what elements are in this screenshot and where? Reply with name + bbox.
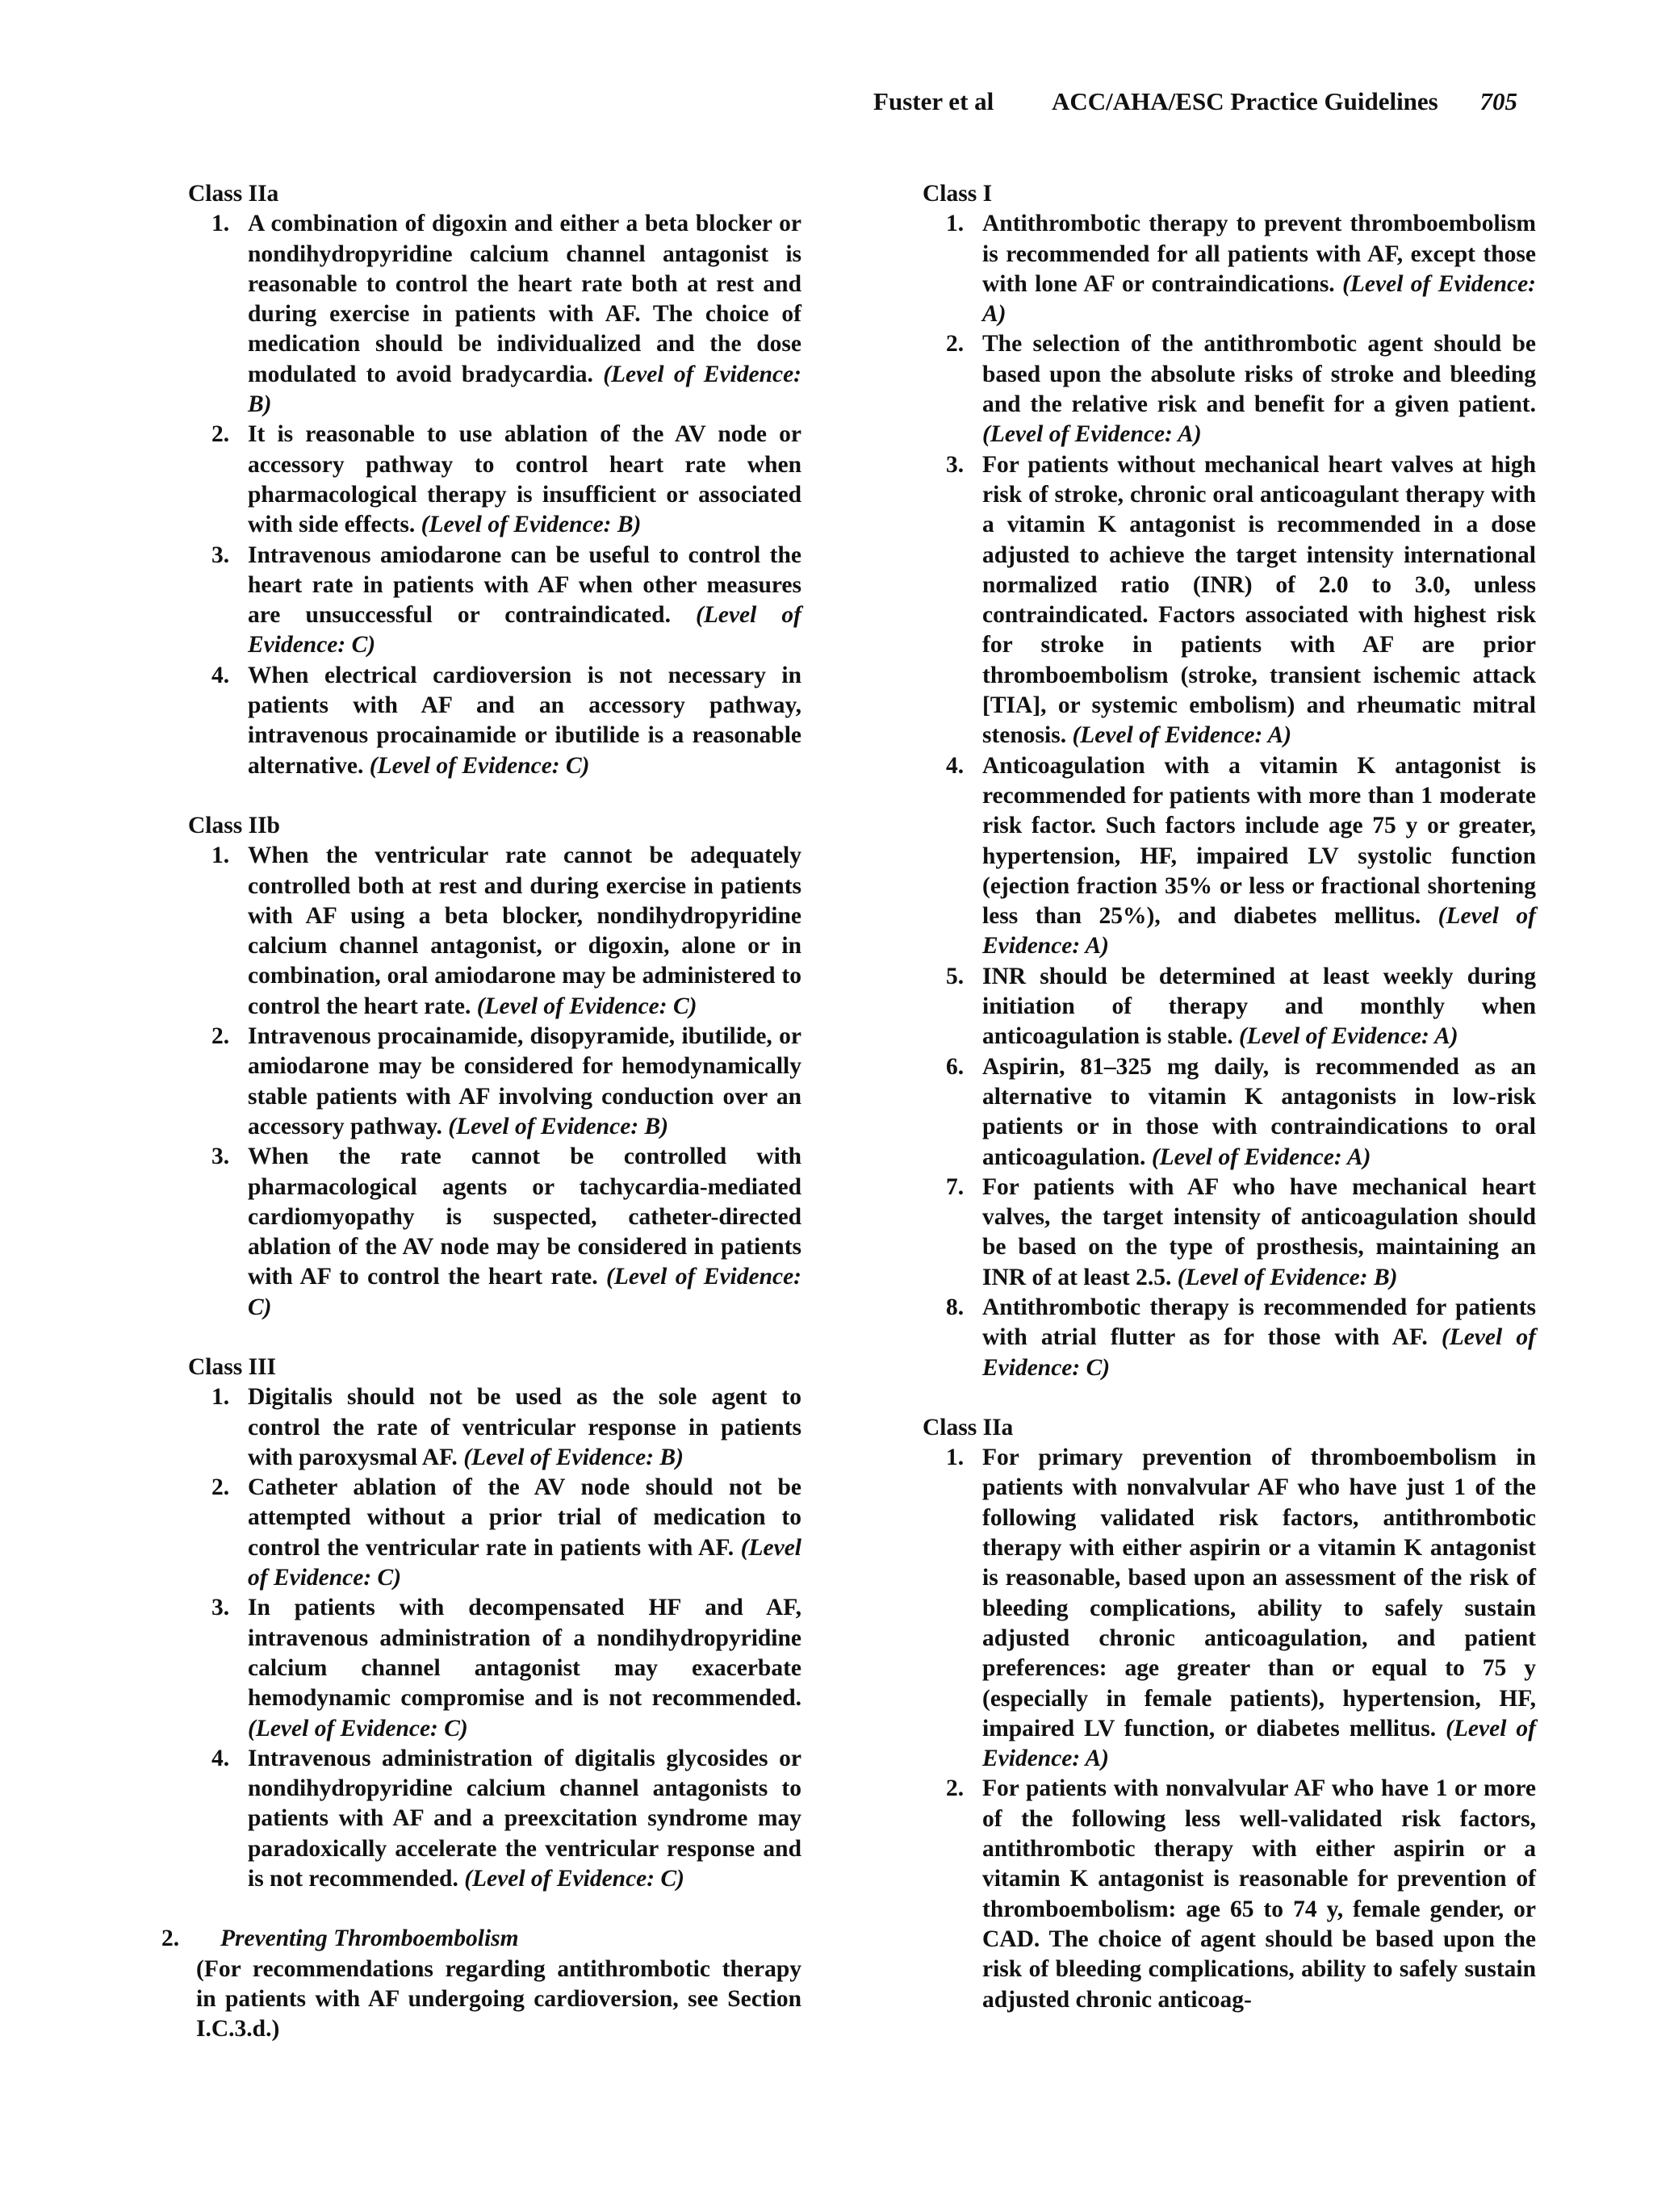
recommendation-list — [188, 209, 801, 781]
item-text: Intravenous administration of digitalis glycosides or nondihydropyridine calcium channel antagonists to patients with AF and a preexcitation syndrome may paradoxically accelerate the ventricular response and is not recommended. — [248, 1745, 801, 1892]
recommendation-list — [923, 209, 1536, 1383]
recommendation-item — [923, 751, 1536, 962]
item-text: For patients without mechanical heart valves at high risk of stroke, chronic oral anticoagulant therapy with a vitamin K antagonist is recommended in a dose adjusted to achieve the target intensity international normalized ratio (INR) of 2.0 to 3.0, unless contraindicated. Factors associated with highest risk for stroke in patients with AF are prior thromboembolism (stroke, transient ischemic attack [TIA], or systemic embolism) and rheumatic mitral stenosis. — [982, 451, 1536, 749]
item-text: The selection of the antithrombotic agent should be based upon the absolute risks of stroke and bleeding and the relative risk and benefit for a given patient. — [982, 331, 1536, 418]
level-of-evidence: (Level of Evidence: C) — [248, 1534, 801, 1591]
item-number: 1. — [946, 211, 965, 237]
section-title — [161, 1924, 801, 1954]
level-of-evidence: (Level of Evidence: C) — [248, 1715, 468, 1742]
item-number: 3. — [211, 1595, 230, 1621]
level-of-evidence: (Level of Evidence: A) — [1151, 1144, 1371, 1170]
recommendation-item — [923, 1173, 1536, 1293]
item-text: Anticoagulation with a vitamin K antagonist is recommended for patients with more than 1 moderate risk factor. Such factors include age 75 y or greater, hypertension, HF, impaired LV systolic function (ejection fraction 35% or less or fractional shortening less than 25%), and diabetes mellitus. — [982, 752, 1536, 930]
recommendation-item — [188, 1744, 801, 1894]
recommendation-item — [923, 209, 1536, 329]
recommendation-list — [188, 841, 801, 1323]
class-heading: Class IIa — [188, 181, 279, 207]
item-text: When the ventricular rate cannot be adequately controlled both at rest and during exercise in patients with AF using a beta blocker, nondihydropyridine calcium channel antagonist, or digoxin, alone or in combination, oral amiodarone may be administered to control the heart rate. — [248, 843, 801, 1019]
recommendation-item — [923, 450, 1536, 751]
recommendation-item — [923, 1774, 1536, 2014]
level-of-evidence: (Level of Evidence: A) — [1072, 722, 1292, 749]
item-number: 1. — [211, 211, 230, 237]
item-text: For primary prevention of thromboembolism in patients with nonvalvular AF who have just 1 of the following validated risk factors, antithrombotic therapy with either aspirin or a vitamin K antagonist is reasonable, based upon an assessment of the risk of bleeding complications, ability to safely sustain adjusted chronic anticoagulation, and patient preferences: age greater than or equal to 75 y (especially in female patients), hypertension, HF, impaired LV function, or diabetes mellitus. — [982, 1445, 1536, 1742]
class-heading: Class IIb — [188, 812, 280, 838]
item-number: 3. — [211, 1144, 230, 1170]
left-column — [161, 179, 802, 2045]
level-of-evidence: (Level of Evidence: C) — [464, 1866, 684, 1892]
item-number: 2. — [211, 1474, 230, 1501]
header-journal: ACC/AHA/ESC Practice Guidelines — [1052, 87, 1438, 115]
recommendation-item — [923, 1293, 1536, 1383]
item-number: 4. — [946, 752, 965, 779]
recommendation-item — [188, 661, 801, 781]
class-heading: Class III — [188, 1353, 277, 1380]
recommendation-list — [923, 1443, 1536, 2015]
recommendation-item — [188, 420, 801, 540]
class-iia-block — [188, 179, 801, 781]
recommendation-item — [188, 209, 801, 420]
level-of-evidence: (Level of Evidence: C) — [248, 602, 801, 659]
item-number: 2. — [211, 1023, 230, 1050]
page-number: 705 — [1479, 87, 1517, 115]
level-of-evidence: (Level of Evidence: B) — [463, 1444, 684, 1470]
recommendation-item — [923, 1443, 1536, 1774]
item-number: 3. — [211, 542, 230, 568]
level-of-evidence: (Level of Evidence: A) — [982, 270, 1537, 328]
level-of-evidence: (Level of Evidence: C) — [982, 1324, 1537, 1381]
recommendation-item — [923, 1052, 1536, 1173]
recommendation-item — [188, 1382, 801, 1473]
right-column — [923, 179, 1536, 2045]
section-preventing-thromboembolism — [161, 1924, 801, 2044]
level-of-evidence: (Level of Evidence: B) — [1177, 1264, 1398, 1290]
class-heading: Class IIa — [923, 1414, 1014, 1441]
item-text: INR should be determined at least weekly during initiation of therapy and monthly when anticoagulation is stable. — [982, 963, 1536, 1050]
item-number: 2. — [946, 1775, 965, 1802]
item-number: 2. — [211, 421, 230, 448]
item-text: For patients with nonvalvular AF who have 1 or more of the following less well-validated risk factors, antithrombotic therapy with either aspirin or a vitamin K antagonist is reasonable for prevention of thromboembolism: age 65 to 74 y, female gender, or CAD. The choice of agent should be based upon the risk of bleeding complications, ability to safely sustain adjusted chronic anticoag- — [982, 1775, 1536, 2013]
item-number: 1. — [946, 1445, 965, 1471]
item-text: In patients with decompensated HF and AF, intravenous administration of a nondihydropyridine calcium channel antagonist may exacerbate hemodynamic compromise and is not recommended. — [248, 1595, 801, 1712]
class-i-block — [923, 179, 1536, 1383]
recommendation-item — [188, 841, 801, 1022]
item-text: For patients with AF who have mechanical heart valves, the target intensity of anticoagulation should be based on the type of prosthesis, maintaining an INR of at least 2.5. — [982, 1173, 1536, 1290]
item-text: Digitalis should not be used as the sole agent to control the rate of ventricular response in patients with paroxysmal AF. — [248, 1384, 801, 1470]
item-text: Antithrombotic therapy is recommended for patients with atrial flutter as for those with AF. — [982, 1294, 1536, 1351]
recommendation-item — [188, 1473, 801, 1593]
level-of-evidence: (Level of Evidence: B) — [448, 1113, 669, 1139]
level-of-evidence: (Level of Evidence: B) — [421, 512, 642, 538]
recommendation-item — [923, 329, 1536, 450]
recommendation-item — [188, 1022, 801, 1142]
item-number: 5. — [946, 963, 965, 989]
item-text: Antithrombotic therapy to prevent thromboembolism is recommended for all patients with AF, except those with lone AF or contraindications. — [982, 211, 1536, 297]
item-number: 4. — [211, 662, 230, 688]
level-of-evidence: (Level of Evidence: C) — [369, 752, 590, 779]
item-text: When electrical cardioversion is not necessary in patients with AF and an accessory pathway, intravenous procainamide or ibutilide is a reasonable alternative. — [248, 662, 801, 779]
level-of-evidence: (Level of Evidence: A) — [1238, 1023, 1458, 1050]
class-iia-block — [923, 1413, 1536, 2015]
item-number: 1. — [211, 843, 230, 869]
item-number: 6. — [946, 1053, 965, 1080]
section-title-text: Preventing Thromboembolism — [220, 1926, 519, 1952]
item-text: Catheter ablation of the AV node should not be attempted without a prior trial of medication to control the ventricular rate in patients with AF. — [248, 1474, 801, 1561]
item-text: A combination of digoxin and either a beta blocker or nondihydropyridine calcium channel antagonist is reasonable to control the heart rate both at rest and during exercise in patients with AF. The choice of medication should be individualized and the dose modulated to avoid bradycardia. — [248, 211, 801, 387]
level-of-evidence: (Level of Evidence: A) — [982, 421, 1202, 448]
level-of-evidence: (Level of Evidence: A) — [982, 903, 1536, 960]
item-text: When the rate cannot be controlled with pharmacological agents or tachycardia-mediated cardiomyopathy is suspected, catheter-directed ablation of the AV node may be considered in patients with AF to control the heart rate. — [248, 1144, 801, 1290]
recommendation-list — [188, 1382, 801, 1894]
item-number: 3. — [946, 451, 965, 478]
item-text: Intravenous amiodarone can be useful to control the heart rate in patients with AF when other measures are unsuccessful or contraindicated. — [248, 542, 801, 629]
class-heading: Class I — [923, 181, 993, 207]
level-of-evidence: (Level of Evidence: C) — [248, 1264, 802, 1320]
item-number: 7. — [946, 1173, 965, 1200]
recommendation-item — [188, 541, 801, 661]
class-iib-block — [188, 811, 801, 1323]
recommendation-item — [188, 1593, 801, 1743]
section-body: (For recommendations regarding antithrombotic therapy in patients with AF undergoing cardioversion, see Section I.C.3.d.) — [196, 1955, 801, 2043]
item-text: It is reasonable to use ablation of the AV node or accessory pathway to control heart rate when pharmacological therapy is insufficient or associated with side effects. — [248, 421, 801, 538]
item-number: 8. — [946, 1294, 965, 1320]
running-header — [873, 87, 1517, 123]
item-text: Aspirin, 81–325 mg daily, is recommended as an alternative to vitamin K antagonists in low-risk patients or in those with contraindications to oral anticoagulation. — [982, 1053, 1536, 1170]
item-number: 4. — [211, 1745, 230, 1771]
recommendation-item — [923, 962, 1536, 1052]
level-of-evidence: (Level of Evidence: A) — [982, 1715, 1536, 1772]
class-iii-block — [188, 1353, 801, 1894]
item-text: Intravenous procainamide, disopyramide, ibutilide, or amiodarone may be considered for hemodynamically stable patients with AF involving conduction over an accessory pathway. — [248, 1023, 801, 1139]
item-number: 2. — [946, 331, 965, 358]
header-authors: Fuster et al — [873, 87, 994, 115]
recommendation-item — [188, 1142, 801, 1323]
level-of-evidence: (Level of Evidence: B) — [248, 361, 801, 418]
item-number: 1. — [211, 1384, 230, 1411]
section-number: 2. — [161, 1926, 180, 1952]
level-of-evidence: (Level of Evidence: C) — [476, 993, 697, 1019]
